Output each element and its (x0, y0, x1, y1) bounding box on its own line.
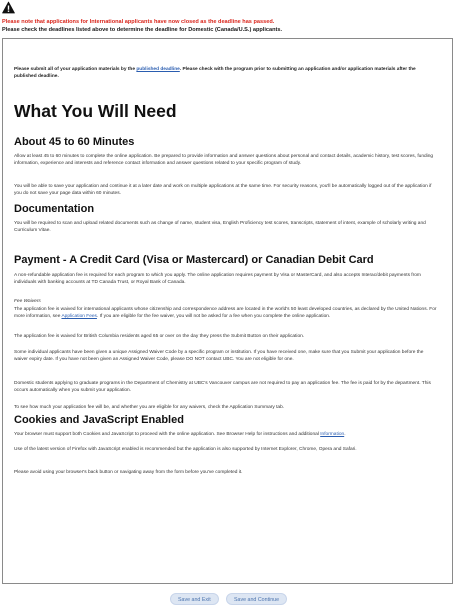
fee-summary-paragraph: To see how much your application fee will be, and whether you are eligible for any waivers, check the Application Summary tab. (14, 405, 285, 410)
documentation-heading: Documentation (14, 203, 95, 215)
time-heading: About 45 to 60 Minutes (14, 136, 135, 148)
application-fees-link[interactable]: Application Fees (61, 314, 97, 320)
time-paragraph: Allow at least 45 to 60 minutes to complete the online application. Be prepared to provide information and answer questions about personal and contact details, academic history, test scores, funding information, experience and interests and reference contact information and answer questions related to your specific program of study. (14, 154, 434, 167)
browser-paragraph: Use of the latest version of Firefox with JavaScript enabled is recommended but the application is also supported by Internet Explorer, Chrome, Opera and Safari. (14, 447, 357, 452)
deadline-notice: Please check the deadlines listed above to determine the deadline for Domestic (Canada/U.S.) applicants. (2, 27, 283, 33)
save-paragraph: You will be able to save your application and continue it at a later date and work on multiple applications at the same time. For security reasons, you'll be automatically logged out of the application if you do not save your page data within 60 minutes. (14, 184, 432, 197)
waiver-code-paragraph: Some individual applicants have been given a unique Assigned Waiver Code by a specific program or institution. If you have received one, make sure that you Submit your application before the waiver expiry date. If you have not been given an Assigned Waiver Code, please DO NOT contact UBC. You are not eligible for one. (14, 350, 424, 363)
documentation-paragraph: You will be required to scan and upload related documents such as change of name, student visa, English Proficiency test scores, transcripts, statement of intent, example of scholarly writing and Curriculum Vitae. (14, 221, 426, 234)
page-title: What You Will Need (14, 101, 177, 121)
cookies-heading: Cookies and JavaScript Enabled (14, 414, 184, 426)
back-button-warning: Please avoid using your browser's back button or navigating away from the form before you've completed it. (14, 470, 243, 475)
bc-residents-paragraph: The application fee is waived for British Columbia residents aged 65 or over on the day they press the Submit Button on their application. (14, 334, 305, 339)
payment-paragraph: A non-refundable application fee is required for each program to which you apply. The online application requires payment by Visa or MasterCard, and also accepts Interac/debit payments from individuals with banking accounts at TD Canada Trust, or Royal Bank of Canada. (14, 273, 421, 286)
chemistry-paragraph: Domestic students applying to graduate programs in the Department of Chemistry at UBC's Vancouver campus are not required to pay an application fee. The fee is paid for by the department. This occurs automatically when you submit your application. (14, 381, 431, 394)
warning-icon (2, 1, 15, 14)
save-and-continue-button[interactable]: Save and Continue (226, 593, 287, 605)
intro-text: Please submit all of your application materials by the published deadline. Please check with the program prior to submitting an application and/or application materials after the published deadline. (14, 67, 416, 80)
published-deadline-link[interactable]: published deadline (136, 67, 180, 72)
fee-waivers-label: Fee Waivers (14, 299, 41, 304)
payment-heading: Payment - A Credit Card (Visa or Mastercard) or Canadian Debit Card (14, 254, 374, 266)
information-link[interactable]: Information (320, 432, 345, 437)
closed-notice: Please note that applications for International applicants have now closed as the deadline has passed. (2, 19, 275, 25)
save-and-exit-button[interactable]: Save and Exit (170, 593, 219, 605)
fee-waivers-paragraph: The application fee is waived for international applicants whose citizenship and correspondence address are located in the world's 50 least developed countries, as declared by the United Nations. For more information, see Application Fees. If you are eligible for the fee waiver, you will not be asked for a fee when you complete the online application. (14, 307, 437, 320)
cookies-paragraph: Your browser must support both Cookies and JavaScript to proceed with the online application. See Browser Help for instructions and additional Information. (14, 432, 346, 437)
